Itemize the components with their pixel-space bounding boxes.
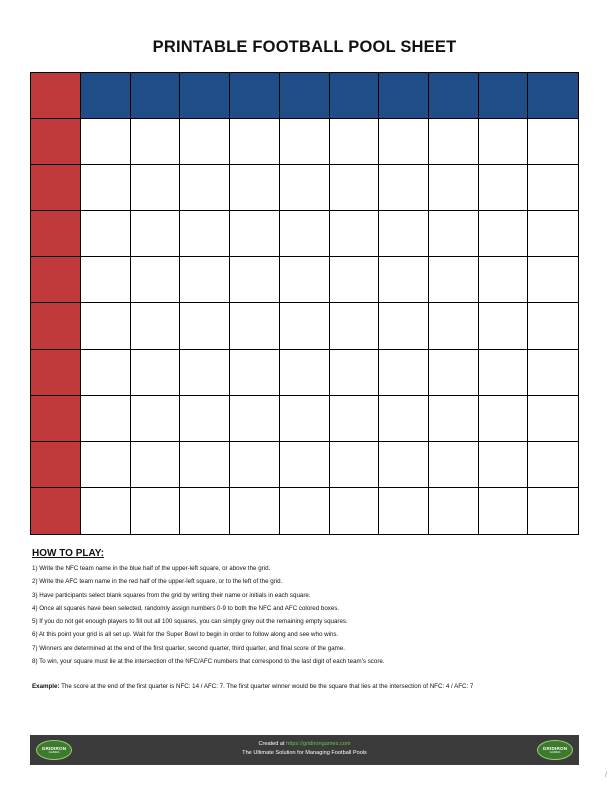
logo-title: GRIDIRON (542, 745, 568, 751)
pool-square[interactable] (379, 303, 429, 349)
pool-square[interactable] (81, 211, 131, 257)
afc-number-box[interactable] (31, 350, 81, 396)
nfc-number-box[interactable] (379, 73, 429, 119)
pool-square[interactable] (379, 488, 429, 534)
pool-square[interactable] (528, 119, 578, 165)
nfc-number-box[interactable] (528, 73, 578, 119)
afc-number-box[interactable] (31, 165, 81, 211)
nfc-number-box[interactable] (230, 73, 280, 119)
pool-square[interactable] (330, 303, 380, 349)
pool-square[interactable] (230, 488, 280, 534)
pool-square[interactable] (230, 257, 280, 303)
nfc-number-box[interactable] (280, 73, 330, 119)
pool-square[interactable] (180, 303, 230, 349)
pool-square[interactable] (379, 396, 429, 442)
pool-square[interactable] (379, 119, 429, 165)
nfc-number-box[interactable] (330, 73, 380, 119)
nfc-number-box[interactable] (479, 73, 529, 119)
pool-square[interactable] (429, 350, 479, 396)
page-title: PRINTABLE FOOTBALL POOL SHEET (152, 38, 457, 56)
pool-square[interactable] (81, 396, 131, 442)
pool-square[interactable] (230, 211, 280, 257)
pool-square[interactable] (330, 165, 380, 211)
pool-square[interactable] (330, 396, 380, 442)
pool-square[interactable] (479, 442, 529, 488)
pool-square[interactable] (81, 119, 131, 165)
afc-number-box[interactable] (31, 119, 81, 165)
pool-square[interactable] (429, 303, 479, 349)
pool-square[interactable] (180, 211, 230, 257)
pool-square[interactable] (379, 211, 429, 257)
pool-square[interactable] (81, 165, 131, 211)
pool-square[interactable] (131, 257, 181, 303)
pool-square[interactable] (81, 350, 131, 396)
afc-number-box[interactable] (31, 211, 81, 257)
pool-square[interactable] (230, 119, 280, 165)
pool-square[interactable] (528, 303, 578, 349)
step-8: 8) To win, your square must lie at the intersection of the NFC/AFC numbers that correspond to the last digit of each team's score. (32, 658, 385, 666)
step-7: 7) Winners are determined at the end of the first quarter, second quarter, third quarter, and final score of the game. (32, 644, 345, 652)
pool-square[interactable] (429, 211, 479, 257)
footer-credits (30, 740, 579, 757)
logo-title: GRIDIRON (41, 745, 67, 751)
pool-square[interactable] (479, 257, 529, 303)
nfc-number-box[interactable] (180, 73, 230, 119)
footer-bar (30, 735, 579, 765)
pool-square[interactable] (479, 165, 529, 211)
footer-tagline: The Ultimate Solution for Managing Football Pools (242, 749, 367, 756)
pool-square[interactable] (330, 488, 380, 534)
pool-square[interactable] (131, 119, 181, 165)
pool-square[interactable] (280, 119, 330, 165)
pool-square[interactable] (230, 350, 280, 396)
nfc-number-box[interactable] (131, 73, 181, 119)
pool-square[interactable] (280, 442, 330, 488)
nfc-number-box[interactable] (429, 73, 479, 119)
pool-square[interactable] (280, 350, 330, 396)
pool-square[interactable] (429, 165, 479, 211)
pool-square[interactable] (429, 119, 479, 165)
pool-square[interactable] (81, 257, 131, 303)
pool-square[interactable] (280, 303, 330, 349)
pool-square[interactable] (330, 119, 380, 165)
pool-square[interactable] (528, 165, 578, 211)
pool-square[interactable] (81, 442, 131, 488)
pool-square[interactable] (429, 442, 479, 488)
pool-square[interactable] (479, 119, 529, 165)
pool-square[interactable] (280, 165, 330, 211)
pool-square[interactable] (180, 165, 230, 211)
pool-square[interactable] (330, 350, 380, 396)
logo-sub: GAMES (549, 749, 561, 754)
page-mark: / (605, 772, 607, 779)
pool-square[interactable] (131, 211, 181, 257)
step-5: 5) If you do not get enough players to fill out all 100 squares, you can simply grey out the remaining empty squares. (32, 618, 348, 626)
afc-number-box[interactable] (31, 442, 81, 488)
pool-square[interactable] (280, 396, 330, 442)
pool-square[interactable] (330, 257, 380, 303)
pool-square[interactable] (180, 350, 230, 396)
pool-square[interactable] (131, 442, 181, 488)
example-note (32, 683, 473, 690)
pool-square[interactable] (131, 396, 181, 442)
pool-square[interactable] (479, 303, 529, 349)
pool-square[interactable] (479, 396, 529, 442)
pool-square[interactable] (180, 257, 230, 303)
corner-team-square[interactable] (31, 73, 81, 119)
pool-square[interactable] (379, 257, 429, 303)
pool-square[interactable] (330, 442, 380, 488)
how-to-play-section (32, 548, 577, 668)
afc-number-box[interactable] (31, 257, 81, 303)
pool-square[interactable] (280, 257, 330, 303)
pool-square[interactable] (528, 350, 578, 396)
pool-square[interactable] (528, 488, 578, 534)
pool-square[interactable] (131, 350, 181, 396)
example-text: The score at the end of the first quarter is NFC: 14 / AFC: 7. The first quarter winner would be the square that lies at the intersection of NFC: 4 / AFC: 7 (59, 683, 474, 690)
pool-square[interactable] (180, 396, 230, 442)
pool-square[interactable] (230, 165, 280, 211)
pool-square[interactable] (528, 396, 578, 442)
pool-square[interactable] (528, 257, 578, 303)
pool-square[interactable] (180, 119, 230, 165)
step-3: 3) Have participants select blank squares from the grid by writing their name or initials in each square. (32, 591, 311, 599)
pool-square[interactable] (429, 488, 479, 534)
created-prefix: Created at (258, 741, 287, 747)
step-2: 2) Write the AFC team name in the red half of the upper-left square, or to the left of the grid. (32, 578, 283, 586)
afc-number-box[interactable] (31, 396, 81, 442)
gridiron-logo-right (537, 740, 573, 760)
step-4: 4) Once all squares have been selected, randomly assign numbers 0-9 to both the NFC and AFC colored boxes. (32, 604, 340, 612)
pool-square[interactable] (379, 350, 429, 396)
pool-square[interactable] (230, 396, 280, 442)
logo-sub: GAMES (48, 749, 60, 754)
step-6: 6) At this point your grid is all set up. Wait for the Super Bowl to begin in order to follow along and see who wins. (32, 631, 339, 639)
afc-number-box[interactable] (31, 303, 81, 349)
pool-square[interactable] (280, 211, 330, 257)
pool-grid (30, 72, 579, 535)
pool-square[interactable] (479, 488, 529, 534)
how-to-play-steps (32, 562, 577, 668)
pool-square[interactable] (379, 165, 429, 211)
created-at-line (30, 740, 579, 749)
pool-square[interactable] (131, 165, 181, 211)
step-1: 1) Write the NFC team name in the blue half of the upper-left square, or above the grid. (32, 565, 271, 572)
pool-square[interactable] (479, 350, 529, 396)
pool-square[interactable] (180, 488, 230, 534)
pool-square[interactable] (230, 442, 280, 488)
pool-square[interactable] (180, 442, 230, 488)
pool-square[interactable] (81, 488, 131, 534)
pool-square[interactable] (131, 303, 181, 349)
example-label: Example: (32, 683, 60, 690)
afc-number-box[interactable] (31, 488, 81, 534)
pool-square[interactable] (330, 211, 380, 257)
pool-square[interactable] (479, 211, 529, 257)
pool-square[interactable] (528, 211, 578, 257)
pool-square[interactable] (81, 303, 131, 349)
pool-square[interactable] (379, 442, 429, 488)
pool-square[interactable] (429, 257, 479, 303)
pool-square[interactable] (280, 488, 330, 534)
pool-square[interactable] (429, 396, 479, 442)
site-link[interactable]: https://gridirongames.com (286, 741, 351, 747)
how-to-play-heading: HOW TO PLAY: (32, 548, 105, 559)
pool-square[interactable] (230, 303, 280, 349)
pool-square[interactable] (131, 488, 181, 534)
pool-square[interactable] (528, 442, 578, 488)
nfc-number-box[interactable] (81, 73, 131, 119)
